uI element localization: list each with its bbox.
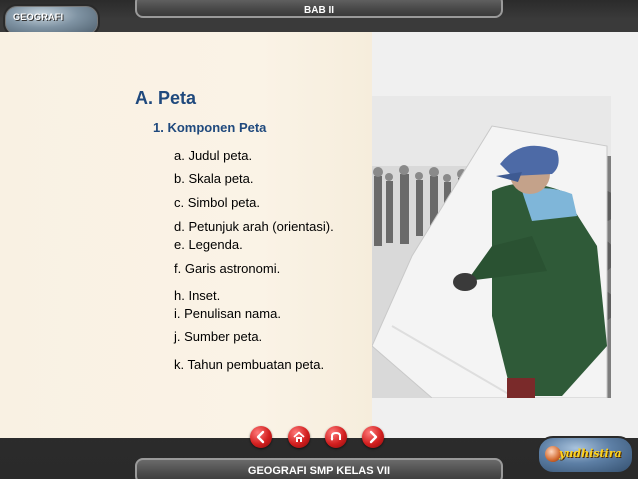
chapter-title-bar: BAB II (135, 0, 503, 18)
list-item: e. Legenda. (174, 237, 243, 252)
home-button[interactable] (288, 426, 310, 448)
geografi-logo-text: GEOGRAFI (13, 12, 64, 22)
footer-title-bar: GEOGRAFI SMP KELAS VII (135, 458, 503, 479)
return-button[interactable] (325, 426, 347, 448)
content-area (0, 32, 638, 438)
list-item: h. Inset. (174, 288, 221, 303)
home-icon (292, 430, 306, 444)
return-icon (329, 430, 343, 444)
list-item: c. Simbol peta. (174, 195, 260, 210)
list-item: k. Tahun pembuatan peta. (174, 357, 325, 372)
map-reader-photo (372, 96, 611, 398)
subsection-heading: 1. Komponen Peta (153, 120, 267, 135)
list-item: i. Penulisan nama. (174, 306, 281, 321)
yudhistira-logo-text: yudhistira (559, 447, 622, 460)
list-item: a. Judul peta. (174, 148, 253, 163)
list-item: d. Petunjuk arah (orientasi). (174, 219, 334, 234)
previous-button[interactable] (250, 426, 272, 448)
yudhistira-logo (537, 436, 634, 474)
arrow-right-icon (366, 430, 380, 444)
section-heading: A. Peta (135, 88, 197, 108)
list-item: j. Sumber peta. (174, 329, 263, 344)
next-button[interactable] (362, 426, 384, 448)
photo-illustration (372, 96, 611, 398)
arrow-left-icon (254, 430, 268, 444)
list-item: b. Skala peta. (174, 171, 254, 186)
list-item: f. Garis astronomi. (174, 261, 281, 276)
